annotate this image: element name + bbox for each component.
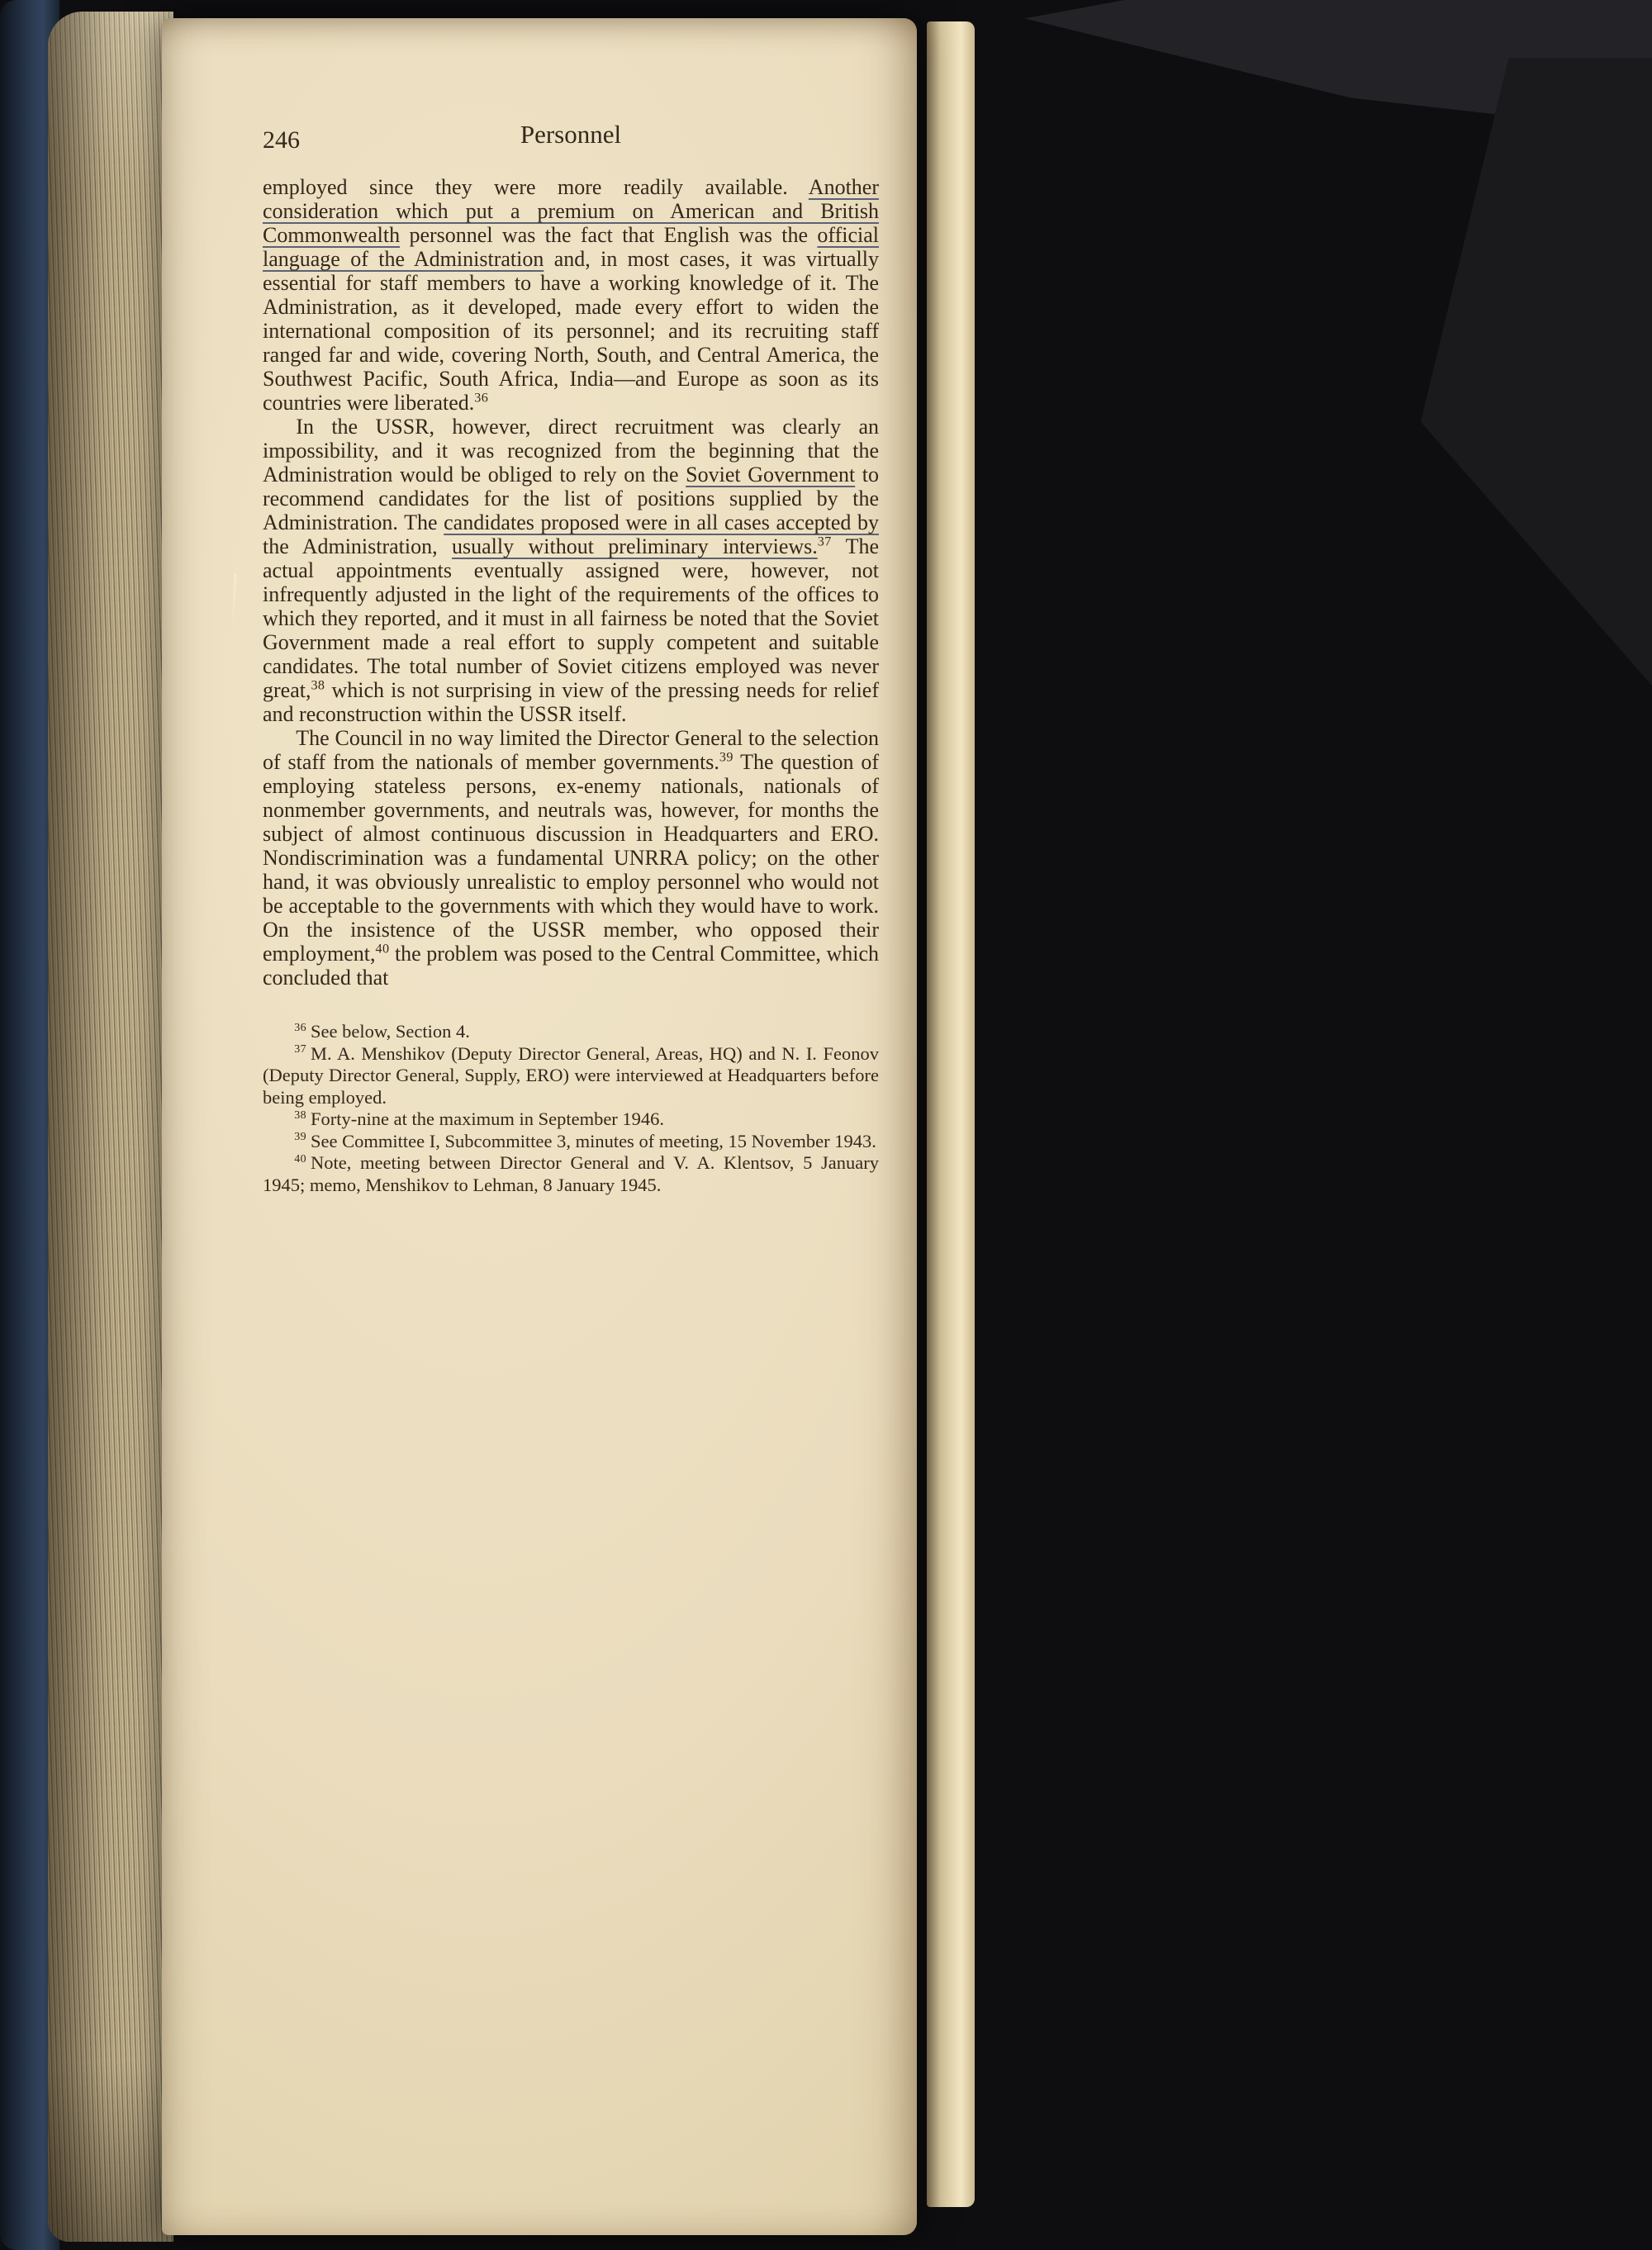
footnote-ref: 40 xyxy=(375,942,390,956)
footnote-number: 39 xyxy=(294,1131,306,1143)
footnote-ref: 39 xyxy=(719,750,733,765)
text-segment: The actual appointments eventually assigned were, however, not infrequently adjusted in the light of the requirements of the offices to which they reported, and it must in all fairness be noted that the Soviet Government made a real effort to supply competent and suitable candidates. The total number of Soviet citizens employed was never great, xyxy=(263,534,879,702)
body-paragraph xyxy=(263,415,879,726)
text-segment: the problem was posed to the Central Committee, which concluded that xyxy=(263,942,879,990)
underlined-passage: Another consideration which put a premium on American and British Commonwealth xyxy=(263,175,879,247)
footnote-ref: 37 xyxy=(817,534,832,549)
text-segment: In the USSR, however, direct recruitment was clearly an impossibility, and it was recognized from the beginning that the Administration would be obliged to rely on the xyxy=(263,415,879,487)
footnotes xyxy=(263,1021,879,1196)
footnote xyxy=(263,1152,879,1196)
page-content xyxy=(263,122,879,1196)
footnote-ref: 38 xyxy=(311,678,325,693)
footnote xyxy=(263,1108,879,1131)
text-segment: to recommend candidates for the list of positions supplied by the Administration. The xyxy=(263,463,879,534)
footnote xyxy=(263,1131,879,1153)
text-segment: which is not surprising in view of the pressing needs for relief and reconstruction within the USSR itself. xyxy=(263,678,879,726)
running-header: Personnel xyxy=(520,120,622,149)
footnote xyxy=(263,1043,879,1109)
underlined-passage: Soviet Government xyxy=(686,463,856,487)
footnote-text: Note, meeting between Director General and V. A. Klentsov, 5 January 1945; memo, Menshikov to Lehman, 8 January 1945. xyxy=(263,1152,879,1195)
body-paragraph xyxy=(263,726,879,990)
footnote-ref: 36 xyxy=(474,391,489,406)
footnote xyxy=(263,1021,879,1043)
page-edges xyxy=(48,12,173,2242)
footnote-number: 37 xyxy=(294,1043,306,1056)
underlined-passage: usually without preliminary interviews. xyxy=(452,534,818,558)
page-number: 246 xyxy=(263,126,300,154)
footnote-text: M. A. Menshikov (Deputy Director General, Areas, HQ) and N. I. Feonov (Deputy Director General, Supply, ERO) were interviewed at Headquarters before being employed. xyxy=(263,1042,879,1108)
text-segment: the Administration, xyxy=(263,534,452,558)
text-segment: personnel was the fact that English was the xyxy=(400,223,818,247)
facing-page-edge xyxy=(927,21,975,2207)
footnote-number: 38 xyxy=(294,1108,306,1122)
text-segment: The question of employing stateless persons, ex-enemy nationals, nationals of nonmember governments, and neutrals was, however, for months the subject of almost continuous discussion in Headquarters and ERO. Nondiscrimination was a fundamental UNRRA policy; on the other hand, it was obviously unrealistic to employ personnel who would not be acceptable to the governments with which they would have to work. On the insistence of the USSR member, who opposed their employment, xyxy=(263,750,879,966)
page-header-row xyxy=(263,122,879,162)
footnote-number: 36 xyxy=(294,1021,306,1034)
text-segment: The Council in no way limited the Director General to the selection of staff from the nationals of member governments. xyxy=(263,726,879,774)
text-segment: and, in most cases, it was virtually essential for staff members to have a working knowledge of it. The Administration, as it developed, made every effort to widen the international composition of its personnel; and its recruiting staff ranged far and wide, covering North, South, and Central America, the Southwest Pacific, South Africa, India—and Europe as soon as its countries were liberated. xyxy=(263,247,879,415)
body-paragraph xyxy=(263,175,879,415)
background-shape xyxy=(1421,58,1652,686)
underlined-passage: official language of the Administration xyxy=(263,223,879,271)
text-segment: employed since they were more readily available. xyxy=(263,175,809,199)
book-page xyxy=(162,18,917,2235)
margin-pencil-mark xyxy=(231,573,236,624)
underlined-passage: candidates proposed were in all cases accepted by xyxy=(444,510,879,534)
footnote-text: See below, Section 4. xyxy=(311,1021,470,1042)
body-text xyxy=(263,175,879,990)
footnote-text: See Committee I, Subcommittee 3, minutes of meeting, 15 November 1943. xyxy=(311,1130,876,1151)
footnote-number: 40 xyxy=(294,1152,306,1165)
footnote-text: Forty-nine at the maximum in September 1946. xyxy=(311,1108,665,1129)
